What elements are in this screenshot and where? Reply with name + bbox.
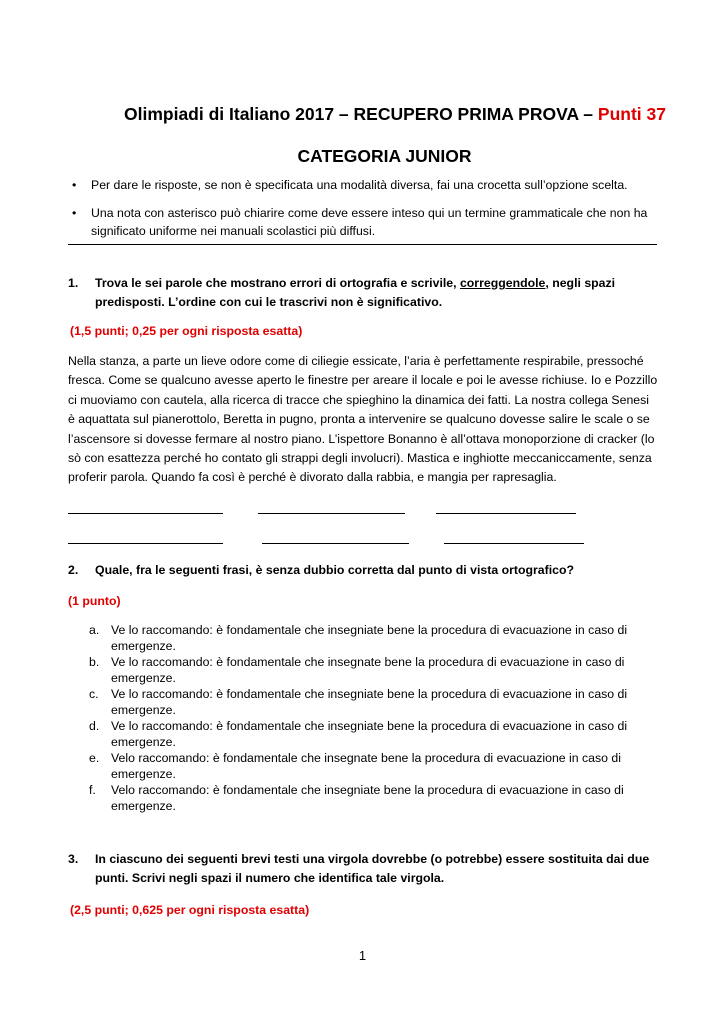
option-text: Velo raccomando: è fondamentale che insegnate bene la procedura di evacuazione in caso di emergenze. [111,751,621,781]
question-text [68,274,668,312]
question-number: 3. [68,852,79,866]
question-text: Quale, fra le seguenti frasi, è senza dubbio corretta dal punto di vista ortografico? [95,563,574,577]
title-main: Olimpiadi di Italiano 2017 – RECUPERO PRIMA PROVA – [124,104,598,124]
question-text-part: , negli spazi predisposti. L’ordine con cui le trascrivi non è significativo. [95,276,616,309]
option-text: Ve lo raccomando: è fondamentale che insegnate bene la procedura di evacuazione in caso di emergenze. [111,655,625,685]
page-number: 1 [358,948,367,963]
instructions-list [68,176,658,250]
option-d[interactable] [89,718,649,750]
instruction-text: Una nota con asterisco può chiarire come deve essere inteso qui un termine grammaticale che non ha significato uniforme nei manuali scolastici più diffusi. [91,206,648,238]
bullet-icon: • [72,178,77,192]
question-number: 2. [68,563,79,577]
question-2 [68,561,668,580]
question-2-options [89,622,649,814]
question-text-part: Trova le sei parole che mostrano errori di ortografia e scrivile, [95,276,460,290]
question-3 [68,850,668,888]
option-text: Ve lo raccomando: è fondamentale che insegniate bene la procedura di evacuazione in caso di emergenze. [111,623,628,653]
section-divider [68,244,657,245]
page-title [124,104,684,125]
option-label: e. [89,751,100,765]
question-text-underlined: correggendole [459,276,546,290]
question-1-points: (1,5 punti; 0,25 per ogni risposta esatta) [70,324,303,338]
answer-blank-3[interactable] [436,513,576,514]
answer-blank-1[interactable] [68,513,223,514]
question-number: 1. [68,276,79,290]
option-label: d. [89,719,100,733]
option-label: f. [89,783,96,797]
option-e[interactable] [89,750,649,782]
instruction-item [68,204,658,240]
bullet-icon: • [72,206,77,220]
question-text: In ciascuno dei seguenti brevi testi una virgola dovrebbe (o potrebbe) essere sostituita dai due punti. Scrivi negli spazi il numero che identifica tale virgola. [95,852,650,885]
title-points: Punti 37 [597,104,666,124]
option-text: Ve lo raccomando: è fondamentale che insegniate bene la procedura di evacuazione in caso di emergenze. [111,687,628,717]
instruction-item [68,176,658,194]
option-label: a. [89,623,100,637]
option-f[interactable] [89,782,649,814]
option-label: b. [89,655,100,669]
answer-blank-5[interactable] [262,543,409,544]
question-2-points: (1 punto) [68,594,121,608]
option-label: c. [89,687,99,701]
option-c[interactable] [89,686,649,718]
answer-blank-6[interactable] [444,543,584,544]
option-a[interactable] [89,622,649,654]
option-b[interactable] [89,654,649,686]
instruction-text: Per dare le risposte, se non è specificata una modalità diversa, fai una crocetta sull’opzione scelta. [91,178,628,192]
category-heading: CATEGORIA JUNIOR [297,146,472,166]
answer-blank-2[interactable] [258,513,405,514]
question-3-points: (2,5 punti; 0,625 per ogni risposta esatta) [70,903,310,917]
option-text: Velo raccomando: è fondamentale che insegniate bene la procedura di evacuazione in caso di emergenze. [111,783,624,813]
question-1 [68,274,668,312]
passage-text: Nella stanza, a parte un lieve odore come di ciliegie essicate, l’aria è perfettamente respirabile, pressoché fresca. Come se qualcuno avesse aperto le finestre per areare il locale e poi le avesse richiuse. Io e Pozzillo ci muoviamo con cautela, alla ricerca di tracce che spieghino la dinamica dei fatti. La nostra collega Senesi è aquattata sul pianerottolo, Beretta in pugno, pronta a intervenire se qualcuno dovesse salire le scale o se l’ascensore si dovesse fermare al nostro piano. L’ispettore Bonanno è all’ottava monoporzione di cracker (lo sò con esattezza perché ho contato gli strappi degli involucri). Mastica e inghiotte meccaniccamente, senza proferir parola. Quando fa così è perché è divorato dalla rabbia, e mangia per rapresaglia. [68,354,658,485]
answer-blank-4[interactable] [68,543,223,544]
option-text: Ve lo raccomando: è fondamentale che insegniate bene la procedura di evacuazione in caso di emergenze. [111,719,628,749]
